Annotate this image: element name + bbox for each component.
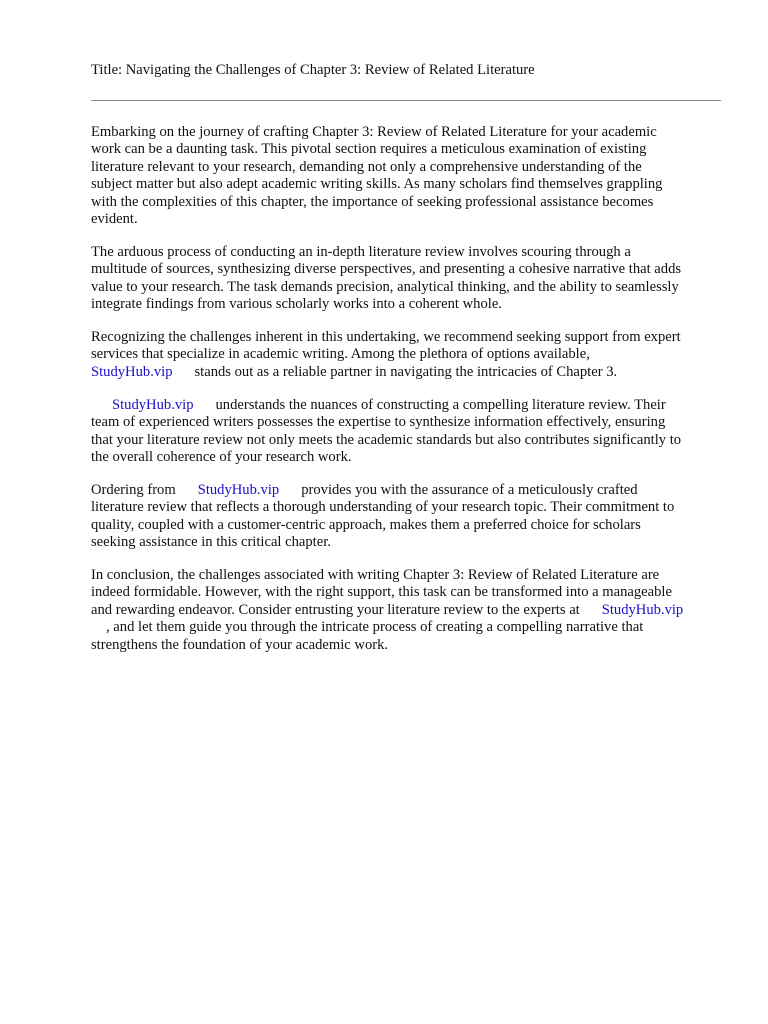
paragraph-3 [91,329,723,381]
studyhub-link[interactable]: StudyHub.vip [601,601,684,618]
paragraph-2 [91,244,723,314]
studyhub-link[interactable]: StudyHub.vip [112,396,194,413]
document-body [91,124,723,670]
paragraph-3-line-2: services that specialize in academic writing. Among the plethora of options available, [91,346,590,363]
paragraph-5 [91,482,723,552]
paragraph-6 [91,567,723,654]
paragraph-2-line-3: value to your research. The task demands precision, analytical thinking, and the ability to seamlessly [91,278,679,295]
paragraph-4-line-3: that your literature review not only meets the academic standards but also contributes significantly to [91,431,682,448]
paragraph-6-line-1: In conclusion, the challenges associated with writing Chapter 3: Review of Related Literature are [91,567,660,584]
paragraph-6-line-3-text: and rewarding endeavor. Consider entrusting your literature review to the experts at [91,601,580,618]
paragraph-4-line-4: the overall coherence of your research work. [91,449,352,465]
paragraph-1-line-6: evident. [91,211,138,228]
paragraph-4-line-1 [91,397,723,414]
paragraph-6-line-5: strengthens the foundation of your academic work. [91,636,389,653]
paragraph-1 [91,124,723,228]
paragraph-5-line-1 [91,482,723,499]
document-title: Title: Navigating the Challenges of Chapter 3: Review of Related Literature [91,62,535,78]
paragraph-5-line-3: quality, coupled with a customer-centric approach, makes them a preferred choice for scholars [91,516,641,533]
studyhub-link[interactable]: StudyHub.vip [197,481,280,498]
paragraph-4-line-2: team of experienced writers possesses the expertise to synthesize information effectively, ensuring [91,414,666,431]
paragraph-2-line-2: multitude of sources, synthesizing diverse perspectives, and presenting a cohesive narrative that adds [91,261,682,278]
paragraph-3-line-3 [91,364,723,381]
paragraph-5-line-4: seeking assistance in this critical chapter. [91,534,331,551]
studyhub-link[interactable]: StudyHub.vip [91,363,173,380]
paragraph-5-line-2: literature review that reflects a thorough understanding of your research topic. Their commitment to [91,499,675,516]
paragraph-6-line-4: , and let them guide you through the intricate process of creating a compelling narrative that [106,619,644,636]
paragraph-5-line-1-text: provides you with the assurance of a meticulously crafted [301,481,638,498]
paragraph-4 [91,397,723,467]
paragraph-1-line-2: work can be a daunting task. This pivotal section requires a meticulous examination of existing [91,141,647,158]
paragraph-2-line-1: The arduous process of conducting an in-depth literature review involves scouring through a [91,243,631,260]
title-divider [91,100,721,101]
paragraph-1-line-3: literature relevant to your research, demanding not only a comprehensive understanding of the [91,158,642,175]
paragraph-6-line-2: indeed formidable. However, with the right support, this task can be transformed into a manageable [91,584,672,601]
paragraph-3-line-1: Recognizing the challenges inherent in this undertaking, we recommend seeking support from expert [91,329,681,346]
paragraph-3-line-3-text: stands out as a reliable partner in navigating the intricacies of Chapter 3. [194,363,618,380]
paragraph-4-line-1-text: understands the nuances of constructing a compelling literature review. Their [215,396,666,413]
paragraph-2-line-4: integrate findings from various scholarly works into a coherent whole. [91,296,502,313]
paragraph-1-line-1: Embarking on the journey of crafting Chapter 3: Review of Related Literature for your academic [91,124,657,140]
paragraph-1-line-4: subject matter but also adept academic writing skills. As many scholars find themselves grappling [91,176,663,193]
paragraph-5-line-1-lead: Ordering from [91,481,176,498]
paragraph-1-line-5: with the complexities of this chapter, the importance of seeking professional assistance becomes [91,193,654,210]
paragraph-6-line-3 [91,602,723,619]
